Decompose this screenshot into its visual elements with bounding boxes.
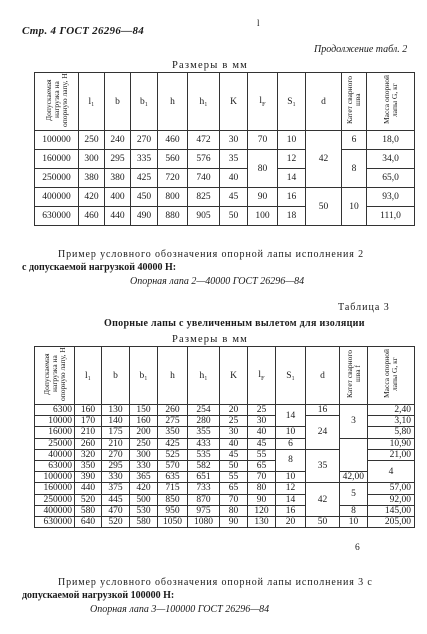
table-cell: 50: [220, 207, 248, 226]
table-cell: 170: [75, 416, 102, 427]
l-80: 80: [248, 150, 278, 188]
table-cell: 420: [130, 483, 158, 494]
table-cell: 320: [75, 449, 102, 460]
table-cell: 14: [278, 169, 306, 188]
table-cell: 5,80: [368, 427, 415, 438]
col-d: d: [306, 347, 340, 405]
table-cell: 400000: [35, 505, 75, 516]
table-cell: 30: [248, 416, 276, 427]
table-cell: 6: [342, 131, 367, 150]
table-cell: 63000: [35, 460, 75, 471]
table-cell: 250: [79, 131, 105, 150]
weld-8: 8: [342, 150, 367, 188]
table-cell: 200: [130, 427, 158, 438]
table-cell: 35: [220, 150, 248, 169]
table-cell: [340, 438, 368, 472]
table-cell: 630000: [35, 207, 79, 226]
col-b: b: [105, 73, 131, 131]
table-cell: 120: [248, 505, 276, 516]
table-cell: 460: [158, 131, 188, 150]
table-cell: 20: [220, 405, 248, 416]
col-l1: l₁: [79, 73, 105, 131]
table-cell: 40: [248, 427, 276, 438]
table-cell: 90: [248, 188, 278, 207]
example1-line2: с допускаемой нагрузкой 40000 Н:: [22, 262, 177, 273]
table-cell: 65: [248, 460, 276, 471]
table-cell: 975: [188, 505, 220, 516]
table-cell: 260: [75, 438, 102, 449]
table-cell: 21,00: [368, 449, 415, 460]
table-cell: 335: [131, 150, 158, 169]
table-cell: 472: [188, 131, 220, 150]
page-header: Стр. 4 ГОСТ 26296—84: [22, 25, 145, 37]
table-cell: 10,90: [368, 438, 415, 449]
table3-title: Опорные лапы с увеличенным вылетом для изоляции: [104, 318, 365, 329]
table-cell: 350: [75, 460, 102, 471]
table-cell: 254: [188, 405, 220, 416]
table-cell: 65,0: [367, 169, 415, 188]
table-cell: 720: [158, 169, 188, 188]
table-row: [35, 188, 415, 207]
table-cell: 25000: [35, 438, 75, 449]
table-cell: 100000: [35, 472, 75, 483]
table-cell: 270: [131, 131, 158, 150]
example3-designation: Опорная лапа 3—100000 ГОСТ 26296—84: [90, 604, 270, 615]
table3: [34, 346, 415, 528]
table-cell: 50: [306, 516, 340, 527]
table-cell: 870: [188, 494, 220, 505]
table-cell: 30: [220, 427, 248, 438]
table-cell: 950: [158, 505, 188, 516]
table-cell: 40: [220, 169, 248, 188]
table-cell: 70: [248, 131, 278, 150]
table-cell: 55: [220, 472, 248, 483]
table-cell: 80: [220, 505, 248, 516]
table-cell: 260: [158, 405, 188, 416]
table-cell: 16000: [35, 427, 75, 438]
table-cell: 92,00: [368, 494, 415, 505]
col-b: b: [102, 347, 130, 405]
table-cell: 490: [131, 207, 158, 226]
table-row: [35, 405, 415, 416]
table-cell: 640: [75, 516, 102, 527]
col-weld: Катет сварного шва f: [344, 349, 362, 399]
table-cell: 250000: [35, 494, 75, 505]
table-cell: 12: [276, 483, 306, 494]
table-cell: 90: [248, 494, 276, 505]
table-cell: 380: [105, 169, 131, 188]
table-cell: 50: [220, 460, 248, 471]
table-cell: 210: [75, 427, 102, 438]
example3-line2: допускаемой нагрузкой 100000 Н:: [22, 590, 175, 601]
table-cell: 70: [220, 494, 248, 505]
table-cell: 14: [276, 405, 306, 427]
table-cell: 210: [102, 438, 130, 449]
table-cell: 175: [102, 427, 130, 438]
table-cell: 40: [220, 438, 248, 449]
table-row: [35, 483, 415, 494]
table-cell: 425: [158, 438, 188, 449]
table-cell: 460: [79, 207, 105, 226]
col-l: $l_F$: [248, 347, 276, 405]
col-h: h: [158, 347, 188, 405]
table-cell: 450: [131, 188, 158, 207]
table-cell: 500: [130, 494, 158, 505]
table-cell: 40000: [35, 449, 75, 460]
table-cell: 375: [102, 483, 130, 494]
table-cell: 525: [158, 449, 188, 460]
table-cell: 5: [340, 483, 368, 505]
table2-continuation: Продолжение табл. 2: [314, 44, 408, 55]
example1-designation: Опорная лапа 2—40000 ГОСТ 26296—84: [130, 276, 305, 287]
table-cell: 25: [248, 405, 276, 416]
table-cell: 440: [75, 483, 102, 494]
table-cell: 6300: [35, 405, 75, 416]
table-cell: 93,0: [367, 188, 415, 207]
col-mass: Масса опорной лапы G, кг: [382, 349, 399, 399]
table-cell: 350: [158, 427, 188, 438]
table-cell: 582: [188, 460, 220, 471]
table-cell: 8: [340, 505, 368, 516]
table-cell: 65: [220, 483, 248, 494]
d-42: 42: [306, 131, 342, 188]
table-cell: 4: [368, 460, 415, 482]
table-cell: 25: [220, 416, 248, 427]
table-cell: 10: [276, 427, 306, 438]
table-cell: 560: [158, 150, 188, 169]
table-cell: 111,0: [367, 207, 415, 226]
table-cell: 520: [102, 516, 130, 527]
table-cell: 733: [188, 483, 220, 494]
col-d: d: [306, 73, 342, 131]
table-cell: 6: [276, 438, 306, 449]
table-cell: 390: [75, 472, 102, 483]
col-load: Допускаемая нагрузка на опорную лапу, Н: [41, 347, 67, 401]
table-cell: 280: [188, 416, 220, 427]
table-row: [35, 505, 415, 516]
col-h1: h₁: [188, 73, 220, 131]
table-cell: 10: [276, 472, 306, 483]
table-cell: 34,0: [367, 150, 415, 169]
table-cell: 10000: [35, 416, 75, 427]
table-cell: 275: [158, 416, 188, 427]
table-cell: 380: [79, 169, 105, 188]
table-cell: 130: [102, 405, 130, 416]
table-cell: 16: [278, 188, 306, 207]
table-cell: 740: [188, 169, 220, 188]
table-cell: 295: [105, 150, 131, 169]
d-50: 50: [306, 188, 342, 226]
table-cell: 400000: [35, 188, 79, 207]
table-cell: 800: [158, 188, 188, 207]
scan-mark: l: [257, 18, 260, 28]
table-cell: 20: [276, 516, 306, 527]
table-cell: 45: [220, 449, 248, 460]
col-load: Допускаемая нагрузка на опорную лапу, Н: [43, 73, 69, 127]
table3-units: Размеры в мм: [172, 334, 249, 345]
table-cell: 160: [75, 405, 102, 416]
table-cell: 1050: [158, 516, 188, 527]
table-cell: 576: [188, 150, 220, 169]
weld-6: 6: [352, 543, 363, 553]
table-cell: 45: [248, 438, 276, 449]
table-cell: 250: [130, 438, 158, 449]
col-k: K: [220, 73, 248, 131]
example3-line1: Пример условного обозначения опорной лапы исполнения 3 с: [58, 577, 373, 588]
table-cell: 580: [75, 505, 102, 516]
table-row: [35, 131, 415, 150]
table-cell: 440: [105, 207, 131, 226]
table-cell: 42,00: [340, 472, 368, 483]
table-cell: 160000: [35, 483, 75, 494]
table-cell: 150: [130, 405, 158, 416]
table-cell: 145,00: [368, 505, 415, 516]
table-cell: 295: [102, 460, 130, 471]
col-weld: Катет сварного шва: [345, 75, 362, 125]
table-cell: 445: [102, 494, 130, 505]
table-row: [35, 472, 415, 483]
table-cell: 825: [188, 188, 220, 207]
table-cell: 470: [102, 505, 130, 516]
table1-header-row: [35, 73, 415, 131]
col-h1: h₁: [188, 347, 220, 405]
col-s1: S₁: [276, 347, 306, 405]
table-cell: 24: [306, 416, 340, 450]
col-b1: b₁: [131, 73, 158, 131]
table-cell: 10: [278, 131, 306, 150]
table1-units: Размеры в мм: [172, 60, 249, 71]
table-cell: 330: [102, 472, 130, 483]
table-cell: 35: [306, 449, 340, 483]
table-cell: 300: [79, 150, 105, 169]
table-cell: 205,00: [368, 516, 415, 527]
example1-line1: Пример условного обозначения опорной лапы исполнения 2: [58, 249, 365, 260]
table-cell: 570: [158, 460, 188, 471]
table-cell: 425: [131, 169, 158, 188]
table-cell: 16: [306, 405, 340, 416]
table-row: [35, 150, 415, 169]
table-cell: 90: [220, 516, 248, 527]
table-cell: 18,0: [367, 131, 415, 150]
table-cell: 355: [188, 427, 220, 438]
table-cell: 433: [188, 438, 220, 449]
table-cell: 18: [278, 207, 306, 226]
table-cell: 140: [102, 416, 130, 427]
table-cell: 130: [248, 516, 276, 527]
table-cell: 80: [248, 483, 276, 494]
table-cell: 55: [248, 449, 276, 460]
table-cell: 10: [340, 516, 368, 527]
table-cell: 3,10: [368, 416, 415, 427]
table-cell: 160: [130, 416, 158, 427]
table-row: [35, 438, 415, 449]
table-cell: 270: [102, 449, 130, 460]
col-k: K: [220, 347, 248, 405]
table-cell: 12: [278, 150, 306, 169]
table-cell: 330: [130, 460, 158, 471]
table-cell: 2,40: [368, 405, 415, 416]
table-cell: 880: [158, 207, 188, 226]
table-cell: 715: [158, 483, 188, 494]
table-cell: 300: [130, 449, 158, 460]
table-cell: 1080: [188, 516, 220, 527]
table-cell: 635: [158, 472, 188, 483]
col-l1: l₁: [75, 347, 102, 405]
col-h: h: [158, 73, 188, 131]
table-cell: 651: [188, 472, 220, 483]
table-cell: 160000: [35, 150, 79, 169]
table-cell: 530: [130, 505, 158, 516]
table1: [34, 72, 415, 226]
col-mass: Масса опорной лапы G, кг: [381, 75, 399, 125]
table-cell: 100000: [35, 131, 79, 150]
table-cell: 535: [188, 449, 220, 460]
table-cell: 240: [105, 131, 131, 150]
table-cell: 580: [130, 516, 158, 527]
table-cell: 365: [130, 472, 158, 483]
col-s1: S₁: [278, 73, 306, 131]
table-cell: 70: [248, 472, 276, 483]
table-cell: 100: [248, 207, 278, 226]
table-cell: 16: [276, 505, 306, 516]
table-cell: 57,00: [368, 483, 415, 494]
table-cell: 8: [276, 449, 306, 471]
col-l: $l_F$: [248, 73, 278, 131]
table-cell: 14: [276, 494, 306, 505]
table-cell: 630000: [35, 516, 75, 527]
table-cell: 420: [79, 188, 105, 207]
table-cell: 45: [220, 188, 248, 207]
table-cell: 250000: [35, 169, 79, 188]
weld-10: 10: [342, 188, 367, 226]
table-cell: 3: [340, 405, 368, 439]
table-cell: 520: [75, 494, 102, 505]
table-cell: 30: [220, 131, 248, 150]
table-row: [35, 516, 415, 527]
table-cell: 850: [158, 494, 188, 505]
table3-header-row: [35, 347, 415, 405]
table-cell: 905: [188, 207, 220, 226]
table-cell: 42: [306, 483, 340, 517]
table-cell: 400: [105, 188, 131, 207]
table3-label: Таблица 3: [338, 302, 390, 313]
col-b1: b₁: [130, 347, 158, 405]
